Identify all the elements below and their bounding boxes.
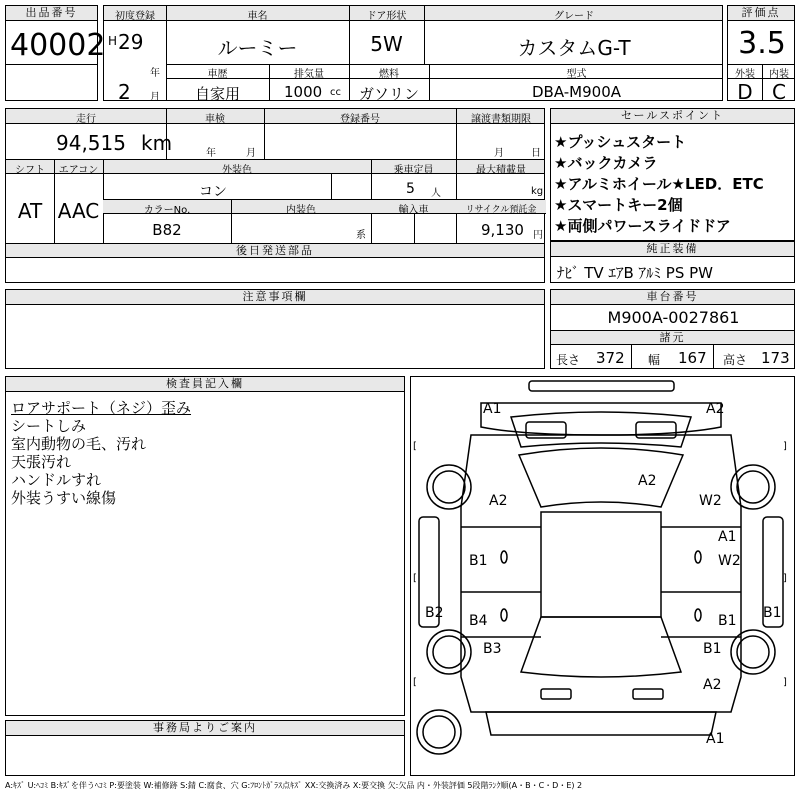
fuel: ガソリン [358,85,419,103]
year-unit: 年 [150,68,160,79]
sales-item: ★スマートキー2個 [554,196,683,214]
ext-color: コン [199,184,227,200]
mark-left-sill: B2 [425,605,444,621]
mark-left-quarter: B3 [483,641,502,657]
grade: カスタムG-T [517,36,631,60]
office-box [5,720,405,776]
inspect-year-unit: 年 [206,148,216,159]
inspector-line: ハンドルすれ [11,471,102,489]
bracket-right: ] [783,677,787,688]
inspect-label: 車検 [205,114,225,125]
mark-tr: A2 [706,401,725,417]
sales-item: ★プッシュスタート [554,133,687,151]
chassis-box [550,289,795,369]
intcolor-label: 内装色 [286,205,316,216]
shift: AT [17,199,43,223]
notes-box [5,289,545,369]
bracket-left: [ [413,573,417,584]
bracket-left: [ [413,677,417,688]
mark-right-front-door-a: A1 [718,529,737,545]
mark-rear: A2 [703,677,722,693]
mark-right-quarter: B1 [703,641,722,657]
door-type: 5W [370,32,403,56]
name-label: 車名 [247,11,268,22]
reg-year: 29 [118,30,144,54]
load-unit: kg [531,186,544,197]
chassis-number: M900A-0027861 [607,308,740,327]
mark-right-rear-door: B1 [718,613,737,629]
mark-tl: A1 [483,401,502,417]
history: 自家用 [194,85,240,103]
model: DBA-M900A [531,83,622,101]
office-label: 事務局よりご案内 [6,721,404,736]
bracket-right: ] [783,573,787,584]
inspect-month-unit: 月 [246,148,256,159]
disp-label: 排気量 [294,69,324,80]
regno-label: 登録番号 [340,114,380,125]
ac-label: エアコン [58,165,99,176]
sales-label: セールスポイント [551,109,794,124]
history-label: 車歴 [207,69,228,80]
damage-diagram [410,376,795,776]
int-grade: C [772,80,786,104]
car-outline-diagram [411,377,794,775]
height-label: 高さ [723,353,748,367]
seats-unit: 人 [431,188,441,199]
recycle-label: リサイクル預託金 [465,205,537,215]
seats-label: 乗車定員 [393,165,434,176]
door-label: ドア形状 [366,11,407,22]
mark-right-sill: B1 [763,605,782,621]
score-box [727,5,795,104]
inspector-line: ロアサポート（ネジ）歪み [11,399,192,417]
transfer-label: 譲渡書類期限 [471,114,531,125]
sales-item: ★アルミホイール★LED．ETC [554,175,764,193]
recycle: 9,130 [481,221,524,239]
load-label: 最大積載量 [476,165,526,176]
inspector-line: 天張汚れ [11,453,72,471]
import-label: 輸入車 [398,205,429,216]
ext-label: 外装 [735,69,755,80]
bracket-right: ] [783,441,787,452]
height: 173 [761,349,790,367]
mark-right-fender: W2 [699,493,722,509]
score-label: 評価点 [728,6,794,21]
lot-number: 40002 [10,28,106,63]
width: 167 [678,349,707,367]
ext-grade: D [737,80,753,104]
transfer-day-unit: 日 [531,148,541,159]
displacement: 1000 [284,83,323,101]
grade-label: グレード [554,11,594,22]
chassis-label: 車台番号 [551,290,794,305]
length-label: 長さ [556,353,581,367]
equipment-label: 純正装備 [551,242,794,257]
spec-label: 諸元 [551,331,794,345]
seats: 5 [406,181,415,197]
details-table [5,108,545,283]
sales-item: ★バックカメラ [554,154,658,172]
lot-number-box [5,5,106,101]
reg-month: 2 [118,80,131,104]
color-label: 外装色 [222,165,252,176]
sales-item: ★両側パワースライドドア [554,217,731,235]
colorno-label: カラーNo. [143,205,191,216]
fuel-label: 燃料 [379,69,399,80]
aircon: AAC [57,199,100,223]
era: H [108,34,118,48]
shift-label: シフト [15,165,45,176]
inspector-line: シートしみ [11,417,87,435]
month-unit: 月 [150,92,160,103]
mark-left-front-door: B1 [469,553,488,569]
colorno: B82 [152,221,182,239]
score: 3.5 [738,26,786,61]
vehicle-header [103,5,723,104]
model-label: 型式 [566,69,587,80]
equipment: ﾅﾋﾞ TV ｴｱB ｱﾙﾐ PS PW [557,264,713,282]
inspector-box [5,376,405,716]
bracket-left: [ [413,441,417,452]
mileage-label: 走行 [76,114,96,125]
inspector-line: 室内動物の毛、汚れ [11,435,147,453]
notes-label: 注意事項欄 [6,290,544,305]
inspector-label: 検査員記入欄 [6,377,404,392]
inspector-line: 外装うすい線傷 [11,489,117,507]
lot-number-label: 出品番号 [6,6,97,21]
mark-left-rear-door: B4 [469,613,488,629]
mark-bumper: A1 [706,731,725,747]
car-name: ルーミー [217,36,298,60]
mileage: 94,515 [56,131,126,155]
transfer-month-unit: 月 [494,148,504,159]
later-parts-label: 後日発送部品 [6,244,544,258]
mark-right-front-door-w: W2 [718,553,741,569]
mark-hood: A2 [638,473,657,489]
reg-label: 初度登録 [115,11,155,22]
recycle-unit: 円 [533,230,543,241]
equipment-box [550,241,795,283]
disp-unit: cc [330,87,341,98]
width-label: 幅 [648,353,661,367]
int-label: 内装 [769,69,789,80]
intcolor-unit: 系 [356,230,366,241]
legend: A:ｷｽﾞ U:ﾍｺﾐ B:ｷｽﾞを伴うﾍｺﾐ P:要塗装 W:補修跡 S:錆 C:腐食、穴 G:ﾌﾛﾝﾄｶﾞﾗｽ点ｷｽﾞ XX:交換済み X:要交換 欠:欠品 内・外装評価 5段階ﾗﾝｸ順(A・B・C・D・E) 2 [5,781,583,790]
mileage-unit: km [141,131,173,155]
mark-left-fender: A2 [489,493,508,509]
sales-points [550,108,795,241]
length: 372 [596,349,625,367]
